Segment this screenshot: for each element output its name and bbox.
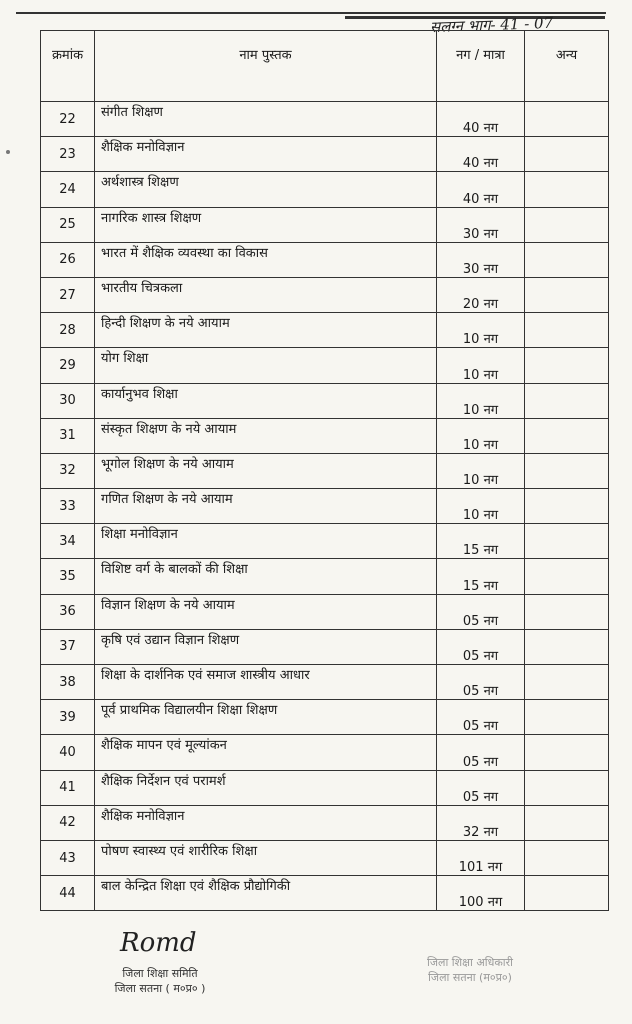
other-cell [525, 102, 609, 137]
serial-cell: 42 [41, 805, 95, 840]
book-name-cell: भारतीय चित्रकला [95, 277, 437, 312]
serial-cell: 44 [41, 876, 95, 911]
table-row [41, 102, 609, 137]
book-name-cell: बाल केन्द्रित शिक्षा एवं शैक्षिक प्रौद्योगिकी [95, 876, 437, 911]
signature-left-line1: जिला शिक्षा समिति [122, 967, 198, 980]
other-cell [525, 876, 609, 911]
table-row [41, 453, 609, 488]
table-row [41, 313, 609, 348]
table-row [41, 277, 609, 312]
table-row [41, 489, 609, 524]
quantity-cell: 05 नग [437, 594, 525, 629]
quantity-cell: 100 नग [437, 876, 525, 911]
book-list-table [40, 30, 609, 911]
book-name-cell: संस्कृत शिक्षण के नये आयाम [95, 418, 437, 453]
other-cell [525, 770, 609, 805]
book-name-cell: विज्ञान शिक्षण के नये आयाम [95, 594, 437, 629]
serial-cell: 34 [41, 524, 95, 559]
column-header-quantity: नग / मात्रा [437, 31, 525, 102]
serial-cell: 40 [41, 735, 95, 770]
book-name-cell: संगीत शिक्षण [95, 102, 437, 137]
other-cell [525, 242, 609, 277]
serial-cell: 36 [41, 594, 95, 629]
book-name-cell: पोषण स्वास्थ्य एवं शारीरिक शिक्षा [95, 840, 437, 875]
quantity-cell: 10 नग [437, 383, 525, 418]
serial-cell: 43 [41, 840, 95, 875]
book-name-cell: गणित शिक्षण के नये आयाम [95, 489, 437, 524]
table-row [41, 665, 609, 700]
quantity-cell: 05 नग [437, 770, 525, 805]
other-cell [525, 665, 609, 700]
other-cell [525, 172, 609, 207]
quantity-cell: 10 नग [437, 453, 525, 488]
other-cell [525, 524, 609, 559]
signature-right [355, 955, 585, 985]
other-cell [525, 805, 609, 840]
quantity-cell: 30 नग [437, 207, 525, 242]
serial-cell: 22 [41, 102, 95, 137]
other-cell [525, 277, 609, 312]
serial-cell: 25 [41, 207, 95, 242]
table-row [41, 629, 609, 664]
signature-right-line1: जिला शिक्षा अधिकारी [426, 956, 514, 969]
serial-cell: 29 [41, 348, 95, 383]
serial-cell: 39 [41, 700, 95, 735]
quantity-cell: 10 नग [437, 313, 525, 348]
table-row [41, 876, 609, 911]
book-name-cell: शैक्षिक निर्देशन एवं परामर्श [95, 770, 437, 805]
serial-cell: 41 [41, 770, 95, 805]
book-name-cell: कार्यानुभव शिक्षा [95, 383, 437, 418]
book-name-cell: शैक्षिक मनोविज्ञान [95, 805, 437, 840]
other-cell [525, 840, 609, 875]
other-cell [525, 137, 609, 172]
book-name-cell: योग शिक्षा [95, 348, 437, 383]
serial-cell: 30 [41, 383, 95, 418]
quantity-cell: 10 नग [437, 489, 525, 524]
quantity-cell: 05 नग [437, 665, 525, 700]
table-row [41, 524, 609, 559]
book-name-cell: शैक्षिक मनोविज्ञान [95, 137, 437, 172]
table-header-row [41, 31, 609, 102]
other-cell [525, 207, 609, 242]
table-row [41, 137, 609, 172]
serial-cell: 35 [41, 559, 95, 594]
book-name-cell: शिक्षा मनोविज्ञान [95, 524, 437, 559]
other-cell [525, 383, 609, 418]
handwritten-signature: Romd [120, 928, 197, 958]
signature-left [80, 928, 240, 996]
table-row [41, 594, 609, 629]
book-name-cell: शिक्षा के दार्शनिक एवं समाज शास्त्रीय आधार [95, 665, 437, 700]
table-row [41, 383, 609, 418]
quantity-cell: 10 नग [437, 348, 525, 383]
book-name-cell: हिन्दी शिक्षण के नये आयाम [95, 313, 437, 348]
quantity-cell: 40 नग [437, 102, 525, 137]
other-cell [525, 313, 609, 348]
handwritten-annotation: सलग्न भाग- 41 - 07 [429, 13, 554, 37]
column-header-serial: क्रमांक [41, 31, 95, 102]
serial-cell: 26 [41, 242, 95, 277]
book-name-cell: विशिष्ट वर्ग के बालकों की शिक्षा [95, 559, 437, 594]
quantity-cell: 40 नग [437, 137, 525, 172]
table-row [41, 172, 609, 207]
table-row [41, 805, 609, 840]
serial-cell: 28 [41, 313, 95, 348]
quantity-cell: 05 नग [437, 735, 525, 770]
quantity-cell: 101 नग [437, 840, 525, 875]
other-cell [525, 629, 609, 664]
table-row [41, 559, 609, 594]
column-header-other: अन्य [525, 31, 609, 102]
table-row [41, 207, 609, 242]
book-name-cell: नागरिक शास्त्र शिक्षण [95, 207, 437, 242]
other-cell [525, 348, 609, 383]
other-cell [525, 594, 609, 629]
other-cell [525, 735, 609, 770]
book-name-cell: कृषि एवं उद्यान विज्ञान शिक्षण [95, 629, 437, 664]
table-row [41, 840, 609, 875]
quantity-cell: 10 नग [437, 418, 525, 453]
serial-cell: 37 [41, 629, 95, 664]
column-header-book-name: नाम पुस्तक [95, 31, 437, 102]
table-row [41, 418, 609, 453]
signature-left-line2: जिला सतना ( म०प्र० ) [114, 982, 206, 995]
serial-cell: 38 [41, 665, 95, 700]
serial-cell: 23 [41, 137, 95, 172]
other-cell [525, 418, 609, 453]
quantity-cell: 05 नग [437, 700, 525, 735]
quantity-cell: 15 नग [437, 524, 525, 559]
book-name-cell: भूगोल शिक्षण के नये आयाम [95, 453, 437, 488]
book-name-cell: पूर्व प्राथमिक विद्यालयीन शिक्षा शिक्षण [95, 700, 437, 735]
scan-speck [6, 150, 10, 154]
table-row [41, 242, 609, 277]
book-name-cell: भारत में शैक्षिक व्यवस्था का विकास [95, 242, 437, 277]
signature-right-line2: जिला सतना (म०प्र०) [428, 971, 512, 984]
serial-cell: 24 [41, 172, 95, 207]
other-cell [525, 489, 609, 524]
other-cell [525, 453, 609, 488]
serial-cell: 33 [41, 489, 95, 524]
other-cell [525, 559, 609, 594]
quantity-cell: 05 नग [437, 629, 525, 664]
table-row [41, 735, 609, 770]
serial-cell: 31 [41, 418, 95, 453]
table-body [41, 102, 609, 911]
serial-cell: 27 [41, 277, 95, 312]
quantity-cell: 20 नग [437, 277, 525, 312]
book-name-cell: अर्थशास्त्र शिक्षण [95, 172, 437, 207]
quantity-cell: 32 नग [437, 805, 525, 840]
table-row [41, 348, 609, 383]
table-row [41, 700, 609, 735]
other-cell [525, 700, 609, 735]
table-row [41, 770, 609, 805]
serial-cell: 32 [41, 453, 95, 488]
quantity-cell: 40 नग [437, 172, 525, 207]
quantity-cell: 30 नग [437, 242, 525, 277]
book-name-cell: शैक्षिक मापन एवं मूल्यांकन [95, 735, 437, 770]
quantity-cell: 15 नग [437, 559, 525, 594]
